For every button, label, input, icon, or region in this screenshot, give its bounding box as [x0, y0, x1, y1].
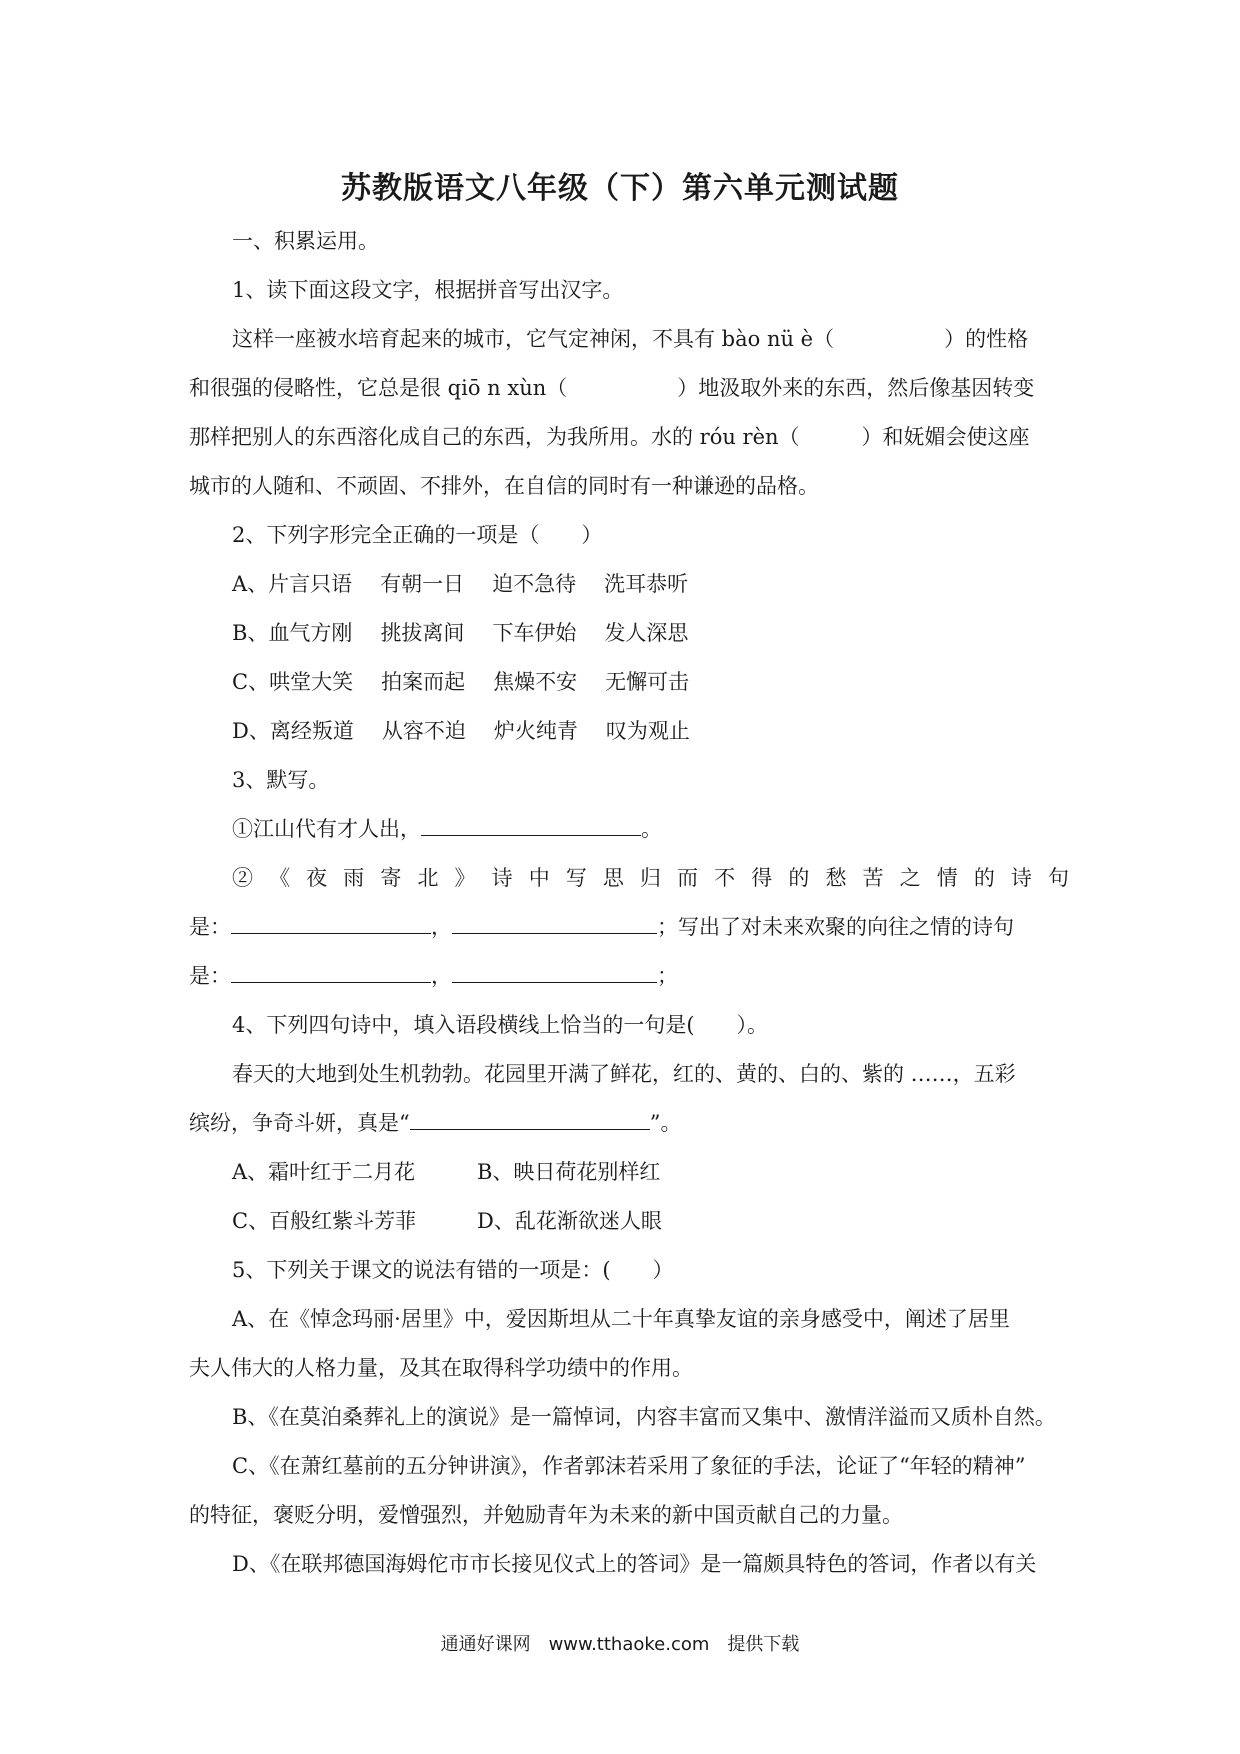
option-letter: B、 [232, 621, 269, 645]
fill-blank[interactable] [452, 913, 657, 934]
option-word: 发人深思 [604, 621, 689, 645]
option-word: 焦燥不安 [493, 670, 578, 694]
prompt-text: 是： [189, 915, 231, 939]
q2-option-c[interactable] [232, 667, 1069, 697]
q3-item-1 [232, 814, 1069, 844]
fill-blank[interactable] [231, 962, 431, 983]
option-word: 挑拔离间 [380, 621, 465, 645]
option-word: 片言只语 [268, 572, 353, 596]
fill-blank[interactable] [452, 962, 657, 983]
option-word: 迫不急待 [492, 572, 577, 596]
passage-text: 那样把别人的东西溶化成自己的东西，为我所用。水的 róu rèn（ [189, 425, 800, 449]
q2-option-d[interactable] [232, 716, 1069, 746]
q4-option-b[interactable]: B、映日荷花别样红 [477, 1160, 661, 1184]
q4-passage-line: 春天的大地到处生机勃勃。花园里开满了鲜花，红的、黄的、白的、紫的 ……，五彩 [232, 1062, 1016, 1086]
q5-option-c[interactable]: C、《在萧红墓前的五分钟讲演》，作者郭沫若采用了象征的手法，论证了“年轻的精神” [232, 1454, 1026, 1478]
punct: ； [657, 964, 678, 988]
option-word: 拍案而起 [381, 670, 466, 694]
passage-text: 这样一座被水培育起来的城市，它气定神闲，不具有 bào nü è（ [232, 327, 835, 351]
q4-option-c[interactable]: C、百般红紫斗芳菲 [232, 1209, 417, 1233]
q1-passage-line [189, 422, 1069, 452]
q1-passage-line [232, 324, 1069, 354]
fill-blank[interactable] [410, 1109, 650, 1130]
prompt-text: ①江山代有才人出， [232, 817, 421, 841]
fill-blank[interactable] [231, 913, 431, 934]
q5-option-a[interactable]: A、在《悼念玛丽·居里》中，爱因斯坦从二十年真挚友谊的亲身感受中，阐述了居里 [232, 1307, 1010, 1331]
q2-stem: 2、下列字形完全正确的一项是（ ） [232, 523, 603, 547]
punct: ， [431, 964, 452, 988]
passage-text: 和很强的侵略性，它总是很 qiō n xùn（ [189, 376, 568, 400]
option-word: 有朝一日 [380, 572, 465, 596]
q2-option-a[interactable] [232, 569, 1069, 599]
q5-option-d[interactable]: D、《在联邦德国海姆佗市市长接见仪式上的答词》是一篇颇具特色的答词，作者以有关 [232, 1552, 1037, 1576]
q4-passage-line [189, 1108, 1069, 1138]
option-word: 下车伊始 [492, 621, 577, 645]
punct: ”。 [649, 1111, 682, 1135]
option-word: 离经叛道 [269, 719, 354, 743]
q5-option-b[interactable]: B、《在莫泊桑葬礼上的演说》是一篇悼词，内容丰富而又集中、激情洋溢而又质朴自然。 [232, 1405, 1056, 1429]
q3-stem: 3、默写。 [232, 768, 330, 792]
q5-stem: 5、下列关于课文的说法有错的一项是：( ） [232, 1258, 674, 1282]
option-word: 洗耳恭听 [604, 572, 689, 596]
fill-blank[interactable] [421, 815, 641, 836]
option-letter: A、 [232, 572, 269, 596]
q4-options-row [232, 1157, 1069, 1187]
option-word: 叹为观止 [605, 719, 690, 743]
passage-text: ）和妩媚会使这座 [861, 425, 1030, 449]
page-title: 苏教版语文八年级（下）第六单元测试题 [341, 171, 899, 206]
q4-option-d[interactable]: D、乱花渐欲迷人眼 [477, 1209, 662, 1233]
q4-option-a[interactable]: A、霜叶红于二月花 [232, 1160, 416, 1184]
passage-text: ）地汲取外来的东西，然后像基因转变 [677, 376, 1035, 400]
q1-passage-line [189, 373, 1069, 403]
punct: ， [431, 915, 452, 939]
q3-item-2-blanks [189, 912, 1069, 942]
q4-options-row [232, 1206, 1069, 1236]
q1-passage-line: 城市的人随和、不顽固、不排外，在自信的同时有一种谦逊的品格。 [189, 474, 819, 498]
punct: 。 [641, 817, 662, 841]
option-word: 血气方刚 [268, 621, 353, 645]
section-heading: 一、积累运用。 [232, 229, 379, 253]
passage-text: 缤纷，争奇斗妍，真是“ [189, 1111, 410, 1135]
q3-item-3-blanks [189, 961, 1069, 991]
option-letter: C、 [232, 670, 270, 694]
q2-option-b[interactable] [232, 618, 1069, 648]
option-word: 从容不迫 [381, 719, 466, 743]
prompt-text: 是： [189, 964, 231, 988]
option-letter: D、 [232, 719, 270, 743]
q1-stem: 1、读下面这段文字，根据拼音写出汉字。 [232, 278, 624, 302]
prompt-text: ；写出了对未来欢聚的向往之情的诗句 [657, 915, 1014, 939]
page-footer: 通通好课网 www.tthaoke.com 提供下载 [440, 1634, 800, 1655]
option-word: 炉火纯青 [493, 719, 578, 743]
passage-text: ）的性格 [944, 327, 1029, 351]
q5-option-c-cont: 的特征，褒贬分明，爱憎强烈，并勉励青年为未来的新中国贡献自己的力量。 [189, 1503, 903, 1527]
q4-stem: 4、下列四句诗中，填入语段横线上恰当的一句是( ）。 [232, 1013, 769, 1037]
option-word: 哄堂大笑 [269, 670, 354, 694]
q5-option-a-cont: 夫人伟大的人格力量，及其在取得科学功绩中的作用。 [189, 1356, 693, 1380]
option-word: 无懈可击 [605, 670, 690, 694]
q3-item-2: ②《夜雨寄北》诗中写思归而不得的愁苦之情的诗句 [232, 866, 1069, 890]
